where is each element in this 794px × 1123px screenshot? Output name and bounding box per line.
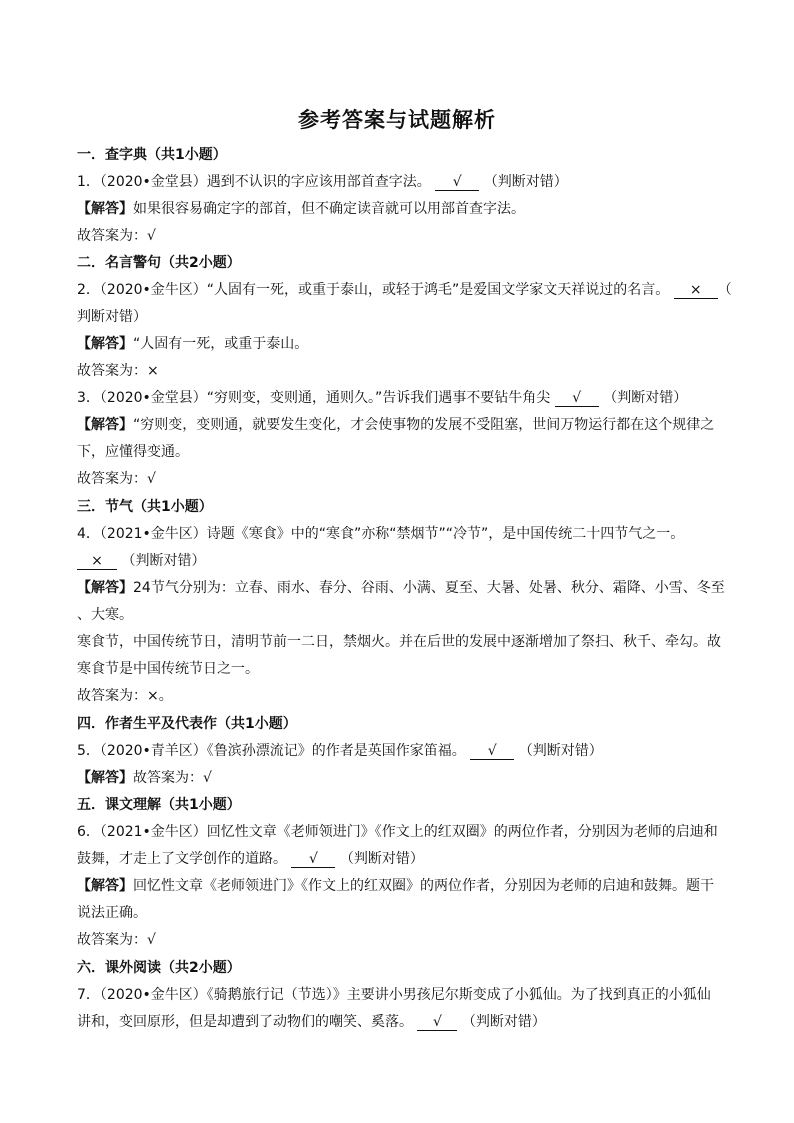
solution-text: “人固有一死，或重于泰山。 bbox=[133, 336, 309, 352]
page-title: 参考答案与试题解析 bbox=[298, 108, 496, 132]
solution-3 bbox=[77, 415, 714, 435]
check-mark: √ bbox=[487, 743, 497, 759]
answer-3: 故答案为：√ bbox=[77, 471, 156, 487]
question-text: 1．（2020•金堂县）遇到不认识的字应该用部首查字法。 bbox=[77, 174, 431, 190]
question-text: 3．（2020•金堂县）“穷则变，变则通，通则久。”告诉我们遇事不要钻牛角尖 bbox=[77, 390, 551, 406]
question-suffix: （判断对错） bbox=[518, 743, 603, 759]
answer-6: 故答案为：√ bbox=[77, 932, 156, 948]
solution-4-continued: 、大寒。 bbox=[77, 607, 133, 623]
question-3 bbox=[77, 388, 687, 408]
question-1 bbox=[77, 172, 568, 192]
answer-blank bbox=[470, 743, 514, 760]
solution-tag: 【解答】 bbox=[77, 201, 133, 217]
check-mark: √ bbox=[308, 851, 318, 867]
section-heading-2: 二．名言警句（共2小题） bbox=[77, 255, 241, 271]
answer-blank bbox=[674, 282, 718, 299]
solution-tag: 【解答】 bbox=[77, 770, 133, 786]
question-suffix: （判断对错） bbox=[121, 553, 206, 569]
solution-tag: 【解答】 bbox=[77, 580, 133, 596]
solution-4-paragraph-continued: 寒食节是中国传统节日之一。 bbox=[77, 661, 259, 677]
check-mark: √ bbox=[452, 174, 462, 190]
question-text: 鼓舞，才走上了文学创作的道路。 bbox=[77, 851, 287, 867]
question-7-continued bbox=[77, 1012, 546, 1032]
section-heading-6: 六．课外阅读（共2小题） bbox=[77, 960, 241, 976]
solution-tag: 【解答】 bbox=[77, 878, 133, 894]
solution-4 bbox=[77, 578, 725, 598]
answer-4: 故答案为：×。 bbox=[77, 688, 173, 704]
question-suffix: （判断对错） bbox=[483, 174, 568, 190]
solution-text: 回忆性文章《老师领进门》《作文上的红双圈》的两位作者，分别因为老师的启迪和鼓舞。题干 bbox=[133, 878, 714, 894]
answer-blank bbox=[555, 390, 599, 407]
cross-mark: × bbox=[91, 553, 103, 569]
question-7: 7．（2020•金牛区）《骑鹅旅行记（节选）》主要讲小男孩尼尔斯变成了小狐仙。为了找到真正的小狐仙 bbox=[77, 987, 711, 1003]
section-heading-5: 五．课文理解（共1小题） bbox=[77, 797, 241, 813]
answer-1: 故答案为：√ bbox=[77, 228, 156, 244]
question-suffix: （判断对错） bbox=[603, 390, 688, 406]
question-6-continued bbox=[77, 849, 424, 869]
solution-3-continued: 下，应懂得变通。 bbox=[77, 444, 189, 460]
question-2-continued: 判断对错） bbox=[77, 309, 147, 325]
question-suffix: （ bbox=[717, 282, 732, 298]
solution-tag: 【解答】 bbox=[77, 417, 133, 433]
question-2 bbox=[77, 280, 732, 300]
question-text: 2．（2020•金牛区）“人固有一死，或重于泰山，或轻于鸿毛”是爱国文学家文天祥说过的名言。 bbox=[77, 282, 670, 298]
question-text: 5．（2020•青羊区）《鲁滨孙漂流记》的作者是英国作家笛福。 bbox=[77, 743, 466, 759]
solution-6 bbox=[77, 876, 714, 896]
check-mark: √ bbox=[432, 1014, 442, 1030]
solution-text: 故答案为：√ bbox=[133, 770, 212, 786]
solution-2 bbox=[77, 334, 308, 354]
question-suffix: （判断对错） bbox=[339, 851, 424, 867]
answer-2: 故答案为：× bbox=[77, 363, 159, 379]
question-suffix: （判断对错） bbox=[461, 1014, 546, 1030]
check-mark: √ bbox=[572, 390, 582, 406]
section-heading-3: 三．节气（共1小题） bbox=[77, 499, 213, 515]
answer-blank bbox=[291, 851, 335, 868]
solution-5 bbox=[77, 768, 212, 788]
solution-4-paragraph: 寒食节，中国传统节日，清明节前一二日，禁烟火。并在后世的发展中逐渐增加了祭扫、秋千、牵勾。故 bbox=[77, 634, 721, 650]
solution-text: “穷则变，变则通，就要发生变化，才会使事物的发展不受阻塞，世间万物运行都在这个规律之 bbox=[133, 417, 715, 433]
question-text: 讲和，变回原形，但是却遭到了动物们的嘲笑、奚落。 bbox=[77, 1014, 413, 1030]
question-6: 6．（2021•金牛区）回忆性文章《老师领进门》《作文上的红双圈》的两位作者，分别因为老师的启迪和 bbox=[77, 824, 718, 840]
solution-text: 如果很容易确定字的部首，但不确定读音就可以用部首查字法。 bbox=[133, 201, 525, 217]
question-4: 4．（2021•金牛区）诗题《寒食》中的“寒食”亦称“禁烟节”“冷节”，是中国传统二十四节气之一。 bbox=[77, 526, 685, 542]
question-4-continued bbox=[77, 551, 205, 571]
answer-blank bbox=[77, 553, 117, 570]
question-5 bbox=[77, 741, 603, 761]
solution-6-continued: 说法正确。 bbox=[77, 905, 147, 921]
solution-1 bbox=[77, 199, 525, 219]
solution-text: 24节气分别为：立春、雨水、春分、谷雨、小满、夏至、大暑、处暑、秋分、霜降、小雪、冬至 bbox=[133, 580, 725, 596]
cross-mark: × bbox=[689, 282, 702, 298]
solution-tag: 【解答】 bbox=[77, 336, 133, 352]
section-heading-4: 四．作者生平及代表作（共1小题） bbox=[77, 716, 297, 732]
answer-blank bbox=[435, 174, 479, 191]
section-heading-1: 一．查字典（共1小题） bbox=[77, 147, 227, 163]
answer-blank bbox=[417, 1014, 457, 1031]
